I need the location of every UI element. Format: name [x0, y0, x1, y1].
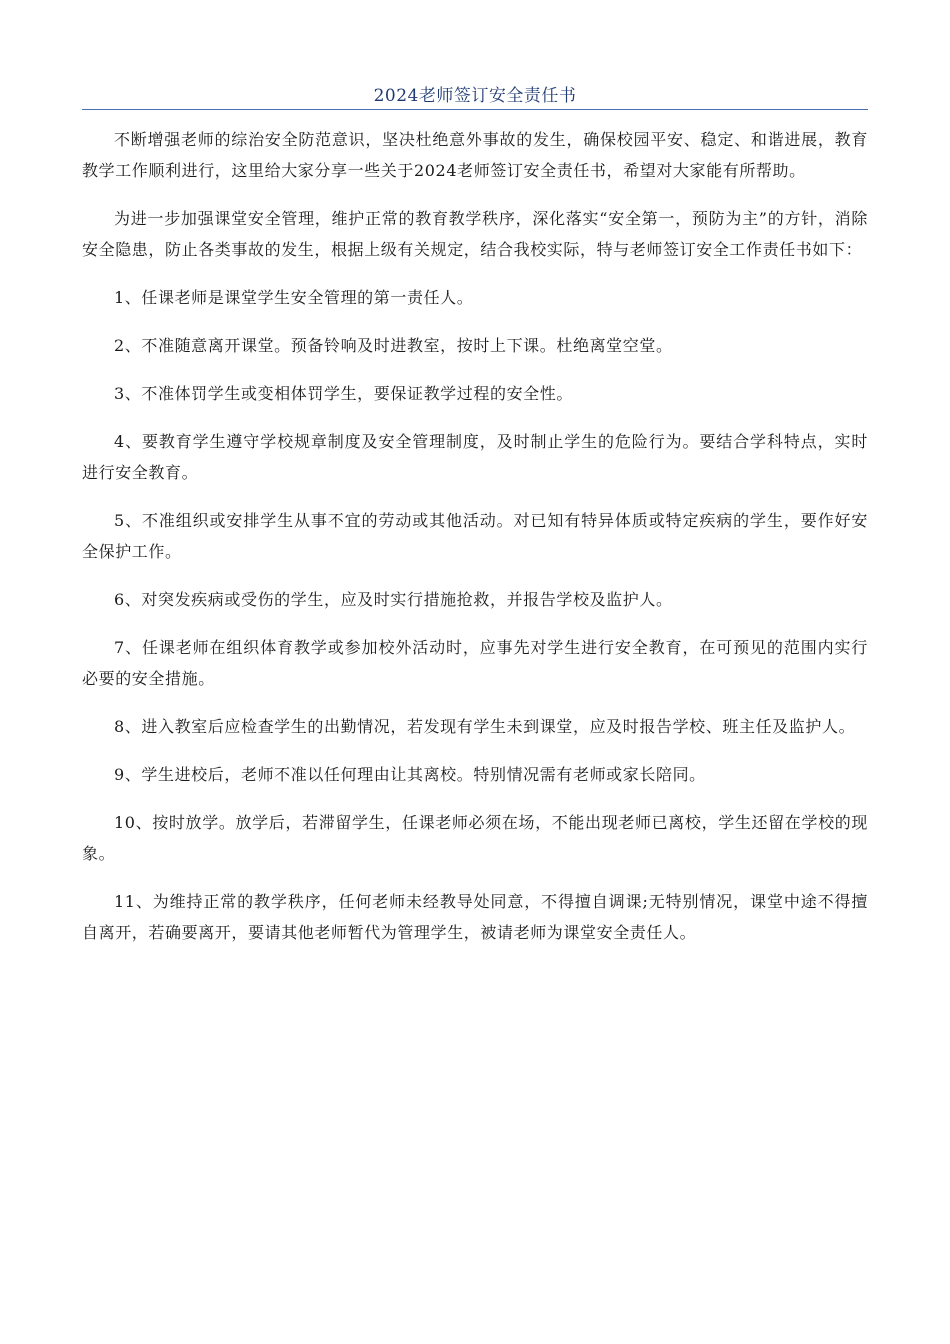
clause-11: 11、为维持正常的教学秩序，任何老师未经教导处同意，不得擅自调课;无特别情况，课堂中途不得擅自离开，若确要离开，要请其他老师暂代为管理学生，被请老师为课堂安全责任人。	[82, 892, 868, 942]
paragraph-intro: 不断增强老师的综治安全防范意识，坚决杜绝意外事故的发生，确保校园平安、稳定、和谐进展，教育教学工作顺利进行，这里给大家分享一些关于2024老师签订安全责任书，希望对大家能有所帮助。	[82, 130, 868, 180]
clause-5: 5、不准组织或安排学生从事不宜的劳动或其他活动。对已知有特异体质或特定疾病的学生，要作好安全保护工作。	[82, 511, 868, 561]
clause-9: 9、学生进校后，老师不准以任何理由让其离校。特别情况需有老师或家长陪同。	[114, 765, 706, 784]
clause-6: 6、对突发疾病或受伤的学生，应及时实行措施抢救，并报告学校及监护人。	[114, 590, 673, 609]
clause-10: 10、按时放学。放学后，若滞留学生，任课老师必须在场，不能出现老师已离校，学生还留在学校的现象。	[82, 813, 868, 863]
document-title: 2024老师签订安全责任书	[373, 86, 577, 106]
clause-3: 3、不准体罚学生或变相体罚学生，要保证教学过程的安全性。	[114, 384, 573, 403]
paragraph-preamble: 为进一步加强课堂安全管理，维护正常的教育教学秩序，深化落实“安全第一，预防为主”的方针，消除安全隐患，防止各类事故的发生，根据上级有关规定，结合我校实际，特与老师签订安全工作责任书如下：	[82, 209, 868, 259]
clause-7: 7、任课老师在组织体育教学或参加校外活动时，应事先对学生进行安全教育，在可预见的范围内实行必要的安全措施。	[82, 638, 868, 688]
clause-4: 4、要教育学生遵守学校规章制度及安全管理制度，及时制止学生的危险行为。要结合学科特点，实时进行安全教育。	[82, 432, 868, 482]
clause-2: 2、不准随意离开课堂。预备铃响及时进教室，按时上下课。杜绝离堂空堂。	[114, 336, 673, 355]
clause-8: 8、进入教室后应检查学生的出勤情况，若发现有学生未到课堂，应及时报告学校、班主任及监护人。	[114, 717, 856, 736]
clause-1: 1、任课老师是课堂学生安全管理的第一责任人。	[114, 288, 474, 307]
title-underline	[82, 109, 868, 110]
document-body	[82, 124, 868, 965]
